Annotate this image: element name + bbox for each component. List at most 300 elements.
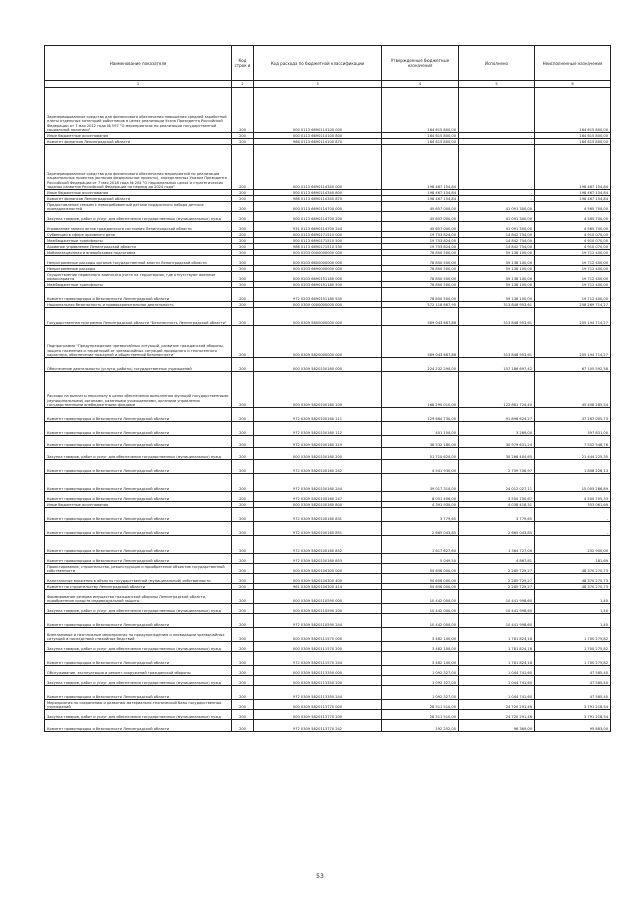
row-code-cell: 200 — [232, 436, 254, 448]
row-code-cell: 200 — [232, 652, 254, 666]
row-approved-cell: 45 657 000,00 — [382, 212, 459, 222]
table-row — [45, 700, 611, 710]
row-name-cell: Расходы на выплаты персоналу в целях обеспечения выполнения функций государственными (муниципальными) органами, казенными учреждениями, органами управления государственными внебюджетными фондами — [45, 372, 232, 408]
row-executed-cell: 2 759 706,97 — [459, 460, 535, 474]
table-row — [45, 302, 611, 308]
row-kbk-cell: 000 0300 0000000000 000 — [254, 302, 382, 308]
row-kbk-cell: 000 0113 6690114340 000 — [254, 145, 382, 190]
row-executed-cell: 1 781 824,18 — [459, 652, 535, 666]
row-approved-cell: 224 232 290,00 — [382, 358, 459, 372]
row-kbk-cell: 972 0309 5820100160 242 — [254, 460, 382, 474]
row-executed-cell: - — [459, 196, 535, 202]
table-row — [45, 145, 611, 190]
row-unexecuted-cell: 47 585,40 — [535, 666, 611, 676]
row-kbk-cell: 000 0309 5820000000 000 — [254, 326, 382, 358]
row-executed-cell: 2 285 729,27 — [459, 564, 535, 574]
table-row — [45, 604, 611, 614]
row-code-cell: 200 — [232, 492, 254, 502]
row-approved-cell: 50 656 000,00 — [382, 564, 459, 574]
table-row — [45, 474, 611, 492]
row-code-cell: 200 — [232, 508, 254, 522]
header-unexecuted: Неисполненные назначения — [535, 46, 611, 81]
row-kbk-cell: 972 0309 5820100160 244 — [254, 474, 382, 492]
row-executed-cell: 3 779,65 — [459, 508, 535, 522]
row-name-cell: Комитет правопорядка и безопасности Ленинградской области — [45, 408, 232, 422]
row-code-cell: 200 — [232, 590, 254, 604]
row-executed-cell: 30 979 631,24 — [459, 436, 535, 448]
table-row — [45, 508, 611, 522]
row-kbk-cell: 972 0203 6690151180 530 — [254, 288, 382, 302]
row-executed-cell: - — [459, 145, 535, 190]
row-unexecuted-cell: 95 883,00 — [535, 720, 611, 732]
row-approved-cell: 3 482 100,00 — [382, 652, 459, 666]
row-executed-cell: 157 186 697,42 — [459, 358, 535, 372]
row-name-cell: Непрограммные расходы — [45, 266, 232, 272]
row-code-cell: 200 — [232, 266, 254, 272]
row-code-cell: 200 — [232, 502, 254, 508]
row-unexecuted-cell: 45 408 285,54 — [535, 372, 611, 408]
row-executed-cell: 313 848 953,61 — [459, 308, 535, 326]
table-row — [45, 448, 611, 460]
table-row — [45, 308, 611, 326]
row-name-cell: Архивное управление Ленинградской области — [45, 244, 232, 250]
row-name-cell: Иные бюджетные ассигнования — [45, 502, 232, 508]
row-code-cell: 200 — [232, 686, 254, 700]
row-kbk-cell: 972 0309 5820113770 242 — [254, 720, 382, 732]
row-name-cell: Комитет финансов Ленинградской области — [45, 196, 232, 202]
row-kbk-cell: 000 0309 5820100160 800 — [254, 502, 382, 508]
row-unexecuted-cell: 1 700 275,82 — [535, 652, 611, 666]
row-unexecuted-cell: 397 831,00 — [535, 422, 611, 436]
row-executed-cell: 1 044 741,60 — [459, 676, 535, 686]
row-approved-cell: 50 656 000,00 — [382, 574, 459, 584]
row-name-cell: Проектирование, строительство, реконструкция и приобретение объектов государственной собственности — [45, 564, 232, 574]
row-kbk-cell: 972 0309 5820100160 853 — [254, 554, 382, 564]
row-unexecuted-cell: 4 910 070,00 — [535, 232, 611, 238]
row-unexecuted-cell: 37 167 005,73 — [535, 408, 611, 422]
row-unexecuted-cell: 4 565 700,00 — [535, 202, 611, 212]
row-kbk-cell: 000 0309 5800000000 000 — [254, 308, 382, 326]
row-executed-cell: 3 269,00 — [459, 422, 535, 436]
row-unexecuted-cell: 1 808 226,13 — [535, 460, 611, 474]
row-unexecuted-cell: 1,40 — [535, 614, 611, 628]
row-executed-cell: 2 285 729,27 — [459, 574, 535, 584]
row-code-cell: 200 — [232, 422, 254, 436]
row-code-cell: 200 — [232, 250, 254, 256]
header-number: 6 — [535, 81, 611, 88]
row-approved-cell: 3 482 100,00 — [382, 628, 459, 642]
row-name-cell: Закупка товаров, работ и услуг для обеспечения государственных (муниципальных) нужд — [45, 676, 232, 686]
row-approved-cell: 1 092 327,00 — [382, 686, 459, 700]
row-approved-cell: 2 665 043,85 — [382, 522, 459, 536]
row-unexecuted-cell: 15 005 286,89 — [535, 474, 611, 492]
row-name-cell: Обслуживание, эксплуатация и ремонт сооружений гражданской обороны — [45, 666, 232, 676]
row-name-cell: Комитет правопорядка и безопасности Ленинградской области — [45, 686, 232, 700]
row-unexecuted-cell: 198 467 154,84 — [535, 196, 611, 202]
row-name-cell: Комитет правопорядка и безопасности Ленинградской области — [45, 422, 232, 436]
header-code: Код строк и — [232, 46, 254, 81]
row-unexecuted-cell: 4 910 070,00 — [535, 244, 611, 250]
row-executed-cell: 313 848 953,61 — [459, 302, 535, 308]
row-executed-cell: 24 720 291,46 — [459, 710, 535, 720]
row-executed-cell: - — [459, 133, 535, 139]
row-approved-cell: 569 043 667,88 — [382, 326, 459, 358]
row-approved-cell: 572 118 667,95 — [382, 302, 459, 308]
table-row — [45, 422, 611, 436]
table-row — [45, 522, 611, 536]
table-row — [45, 584, 611, 590]
row-code-cell: 200 — [232, 554, 254, 564]
row-unexecuted-cell: 4 500 705,33 — [535, 492, 611, 502]
table-row — [45, 590, 611, 604]
row-approved-cell: 10 442 000,00 — [382, 604, 459, 614]
row-code-cell: 200 — [232, 642, 254, 652]
row-approved-cell: 8 051 406,00 — [382, 492, 459, 502]
row-unexecuted-cell: 1 700 275,82 — [535, 642, 611, 652]
row-kbk-cell: 000 0309 5820110590 000 — [254, 590, 382, 604]
row-name-cell: Комитет правопорядка и безопасности Ленинградской области — [45, 554, 232, 564]
row-unexecuted-cell: 19 712 400,00 — [535, 250, 611, 256]
table-row — [45, 288, 611, 302]
row-kbk-cell: 000 0113 6690114700 200 — [254, 212, 382, 222]
row-kbk-cell: 986 0113 6690171510 530 — [254, 244, 382, 250]
table-row — [45, 88, 611, 133]
row-code-cell: 200 — [232, 372, 254, 408]
row-name-cell: Комитет правопорядка и безопасности Ленинградской области — [45, 536, 232, 554]
row-name-cell: Осуществление первичного воинского учета на территориях, где отсутствуют военные комиссариаты — [45, 272, 232, 282]
row-unexecuted-cell: 164 615 800,00 — [535, 88, 611, 133]
row-code-cell: 200 — [232, 536, 254, 554]
row-approved-cell: 45 657 000,00 — [382, 222, 459, 232]
row-name-cell: Комитет правопорядка и безопасности Ленинградской области — [45, 474, 232, 492]
row-unexecuted-cell: 181,69 — [535, 554, 611, 564]
row-unexecuted-cell: 164 615 800,00 — [535, 139, 611, 145]
row-executed-cell: 96 369,00 — [459, 720, 535, 732]
row-approved-cell: 78 850 500,00 — [382, 250, 459, 256]
row-unexecuted-cell: 353 061,69 — [535, 502, 611, 508]
row-executed-cell: 14 842 754,00 — [459, 232, 535, 238]
header-number: 2 — [232, 81, 254, 88]
row-kbk-cell: 972 0309 5820100160 852 — [254, 536, 382, 554]
row-kbk-cell: 000 0113 6690171510 000 — [254, 232, 382, 238]
row-unexecuted-cell: 258 269 714,27 — [535, 302, 611, 308]
row-executed-cell: 122 881 724,40 — [459, 372, 535, 408]
header-approved: Утвержденные бюджетные назначения — [382, 46, 459, 81]
table-row — [45, 222, 611, 232]
row-code-cell: 200 — [232, 584, 254, 590]
row-unexecuted-cell: 164 615 800,00 — [535, 133, 611, 139]
table-row — [45, 460, 611, 474]
row-unexecuted-cell: 1,40 — [535, 604, 611, 614]
row-approved-cell: 10 442 000,00 — [382, 590, 459, 604]
row-approved-cell: 28 511 510,00 — [382, 700, 459, 710]
row-name-cell: Закупка товаров, работ и услуг для обеспечения государственных (муниципальных) нужд — [45, 604, 232, 614]
row-code-cell: 200 — [232, 282, 254, 288]
row-executed-cell: 24 720 291,46 — [459, 700, 535, 710]
row-unexecuted-cell: 255 194 714,27 — [535, 308, 611, 326]
table-row — [45, 686, 611, 700]
row-code-cell: 200 — [232, 308, 254, 326]
row-approved-cell: 1 092 327,00 — [382, 676, 459, 686]
row-approved-cell: 1 617 627,60 — [382, 536, 459, 554]
row-unexecuted-cell: 3 791 218,54 — [535, 710, 611, 720]
row-kbk-cell: 986 0113 6690114100 870 — [254, 139, 382, 145]
row-approved-cell: 19 753 824,00 — [382, 238, 459, 244]
row-code-cell: 200 — [232, 604, 254, 614]
row-kbk-cell: 000 0309 5820113770 000 — [254, 700, 382, 710]
table-row — [45, 614, 611, 628]
row-kbk-cell: 000 0309 5820100160 000 — [254, 358, 382, 372]
row-executed-cell: 30 266 404,65 — [459, 448, 535, 460]
row-approved-cell: 10 442 000,00 — [382, 614, 459, 628]
row-approved-cell: 198 467 154,84 — [382, 196, 459, 202]
header-row — [45, 46, 611, 81]
row-approved-cell: 3 779,65 — [382, 508, 459, 522]
row-approved-cell: 78 850 500,00 — [382, 272, 459, 282]
row-name-cell: Закупка товаров, работ и услуг для обеспечения государственных (муниципальных) нужд — [45, 710, 232, 720]
row-code-cell: 200 — [232, 288, 254, 302]
row-name-cell: Государственная программа Ленинградской области "Безопасность Ленинградской области" — [45, 308, 232, 326]
row-kbk-cell: 972 0309 5820100160 831 — [254, 508, 382, 522]
row-code-cell: 200 — [232, 408, 254, 422]
row-name-cell: Внеплановые и неотложные мероприятия по предупреждению и ликвидации чрезвычайных ситуаций и последствий стихийных бедствий — [45, 628, 232, 642]
row-executed-cell: 91 896 624,27 — [459, 408, 535, 422]
row-unexecuted-cell: 4 565 700,00 — [535, 222, 611, 232]
row-unexecuted-cell: 19 712 400,00 — [535, 266, 611, 272]
row-name-cell: Иные бюджетные ассигнования — [45, 190, 232, 196]
row-unexecuted-cell: 255 194 714,27 — [535, 326, 611, 358]
table-row — [45, 710, 611, 720]
row-code-cell: 200 — [232, 628, 254, 642]
row-code-cell: 200 — [232, 196, 254, 202]
table-row — [45, 244, 611, 250]
row-executed-cell: 1 364 727,00 — [459, 536, 535, 554]
row-executed-cell: - — [459, 88, 535, 133]
row-code-cell: 200 — [232, 139, 254, 145]
table-row — [45, 554, 611, 564]
row-unexecuted-cell: 198 467 154,84 — [535, 190, 611, 196]
row-code-cell: 200 — [232, 212, 254, 222]
row-approved-cell: 78 850 500,00 — [382, 256, 459, 266]
row-kbk-cell: 931 0113 6690114700 244 — [254, 222, 382, 232]
row-name-cell: Национальная безопасность и правоохранительная деятельность — [45, 302, 232, 308]
row-code-cell: 200 — [232, 145, 254, 190]
row-code-cell: 200 — [232, 666, 254, 676]
row-kbk-cell: 972 0309 5820100160 112 — [254, 422, 382, 436]
row-kbk-cell: 000 0113 6690114340 800 — [254, 190, 382, 196]
row-name-cell: Закупка товаров, работ и услуг для обеспечения государственных (муниципальных) нужд — [45, 212, 232, 222]
row-name-cell: Управление записи актов гражданского состояния Ленинградской области — [45, 222, 232, 232]
header-number: 5 — [459, 81, 535, 88]
row-executed-cell: 59 138 100,00 — [459, 282, 535, 288]
row-executed-cell: 41 091 300,00 — [459, 222, 535, 232]
row-unexecuted-cell: 47 585,40 — [535, 686, 611, 700]
row-kbk-cell: 972 0309 5820100160 247 — [254, 492, 382, 502]
row-code-cell: 200 — [232, 272, 254, 282]
row-approved-cell: 4 391 930,00 — [382, 502, 459, 508]
row-kbk-cell: 000 0309 5820113350 200 — [254, 676, 382, 686]
row-name-cell: Непрограммные расходы органов государственной власти Ленинградской области — [45, 256, 232, 266]
row-code-cell: 200 — [232, 256, 254, 266]
table-row — [45, 256, 611, 266]
header-executed: Исполнено — [459, 46, 535, 81]
row-executed-cell: 3 550 700,67 — [459, 492, 535, 502]
row-name-cell: Закупка товаров, работ и услуг для обеспечения государственных (муниципальных) нужд — [45, 642, 232, 652]
row-kbk-cell: 000 0203 6690151180 000 — [254, 272, 382, 282]
row-approved-cell: 38 532 180,00 — [382, 436, 459, 448]
table-row — [45, 536, 611, 554]
row-kbk-cell: 000 0309 5820110590 200 — [254, 604, 382, 614]
row-unexecuted-cell: 1,40 — [535, 590, 611, 604]
table-row — [45, 492, 611, 502]
header-number: 1 — [45, 81, 232, 88]
table-row — [45, 212, 611, 222]
row-unexecuted-cell: - — [535, 522, 611, 536]
row-name-cell: Предоставление семьям с невосребованный детьми подарочного набора детских принадлежностей — [45, 202, 232, 212]
header-name: Наименование показателя — [45, 46, 232, 81]
table-row — [45, 202, 611, 212]
row-code-cell: 200 — [232, 202, 254, 212]
table-row — [45, 642, 611, 652]
row-kbk-cell: 972 0309 5820100160 111 — [254, 408, 382, 422]
row-kbk-cell: 000 0309 5820113350 000 — [254, 666, 382, 676]
row-executed-cell: 1 781 824,18 — [459, 628, 535, 642]
row-kbk-cell: 972 0309 5820113350 244 — [254, 686, 382, 700]
row-approved-cell: 78 850 500,00 — [382, 288, 459, 302]
row-unexecuted-cell: 252 900,00 — [535, 536, 611, 554]
row-approved-cell: 5 049,50 — [382, 554, 459, 564]
row-approved-cell: 401 100,00 — [382, 422, 459, 436]
row-name-cell: Зарезервированные средства для финансового обеспечения мероприятий по реализации национальных проектов (включая федеральные проекты), определенных Указом Президента Российской Федерации от 7 мая 2018 года № 204 "О национальных целях и стратегических задачах развития Российской Федерации на период до 2024 года" — [45, 145, 232, 190]
table-row — [45, 372, 611, 408]
row-code-cell: 200 — [232, 720, 254, 732]
table-row — [45, 358, 611, 372]
row-code-cell: 200 — [232, 133, 254, 139]
row-name-cell: Комитет правопорядка и безопасности Ленинградской области — [45, 720, 232, 732]
row-executed-cell: 59 138 100,00 — [459, 272, 535, 282]
row-executed-cell: - — [459, 190, 535, 196]
row-executed-cell: 14 842 754,00 — [459, 238, 535, 244]
row-name-cell: Межбюджетные трансферты — [45, 238, 232, 244]
row-code-cell: 200 — [232, 302, 254, 308]
row-approved-cell: 78 850 500,00 — [382, 282, 459, 288]
row-approved-cell: 168 290 010,00 — [382, 372, 459, 408]
row-code-cell: 200 — [232, 222, 254, 232]
row-kbk-cell: 000 0309 5820111570 000 — [254, 628, 382, 642]
row-kbk-cell: 972 0309 5820111570 244 — [254, 652, 382, 666]
row-code-cell: 200 — [232, 448, 254, 460]
row-kbk-cell: 000 0309 5820100160 100 — [254, 372, 382, 408]
row-approved-cell: 39 017 310,00 — [382, 474, 459, 492]
row-approved-cell: 4 541 930,00 — [382, 460, 459, 474]
row-name-cell: Мероприятия по сохранению и развитию материально-технической базы государственных учреждений — [45, 700, 232, 710]
row-executed-cell: 59 138 100,00 — [459, 250, 535, 256]
row-code-cell: 200 — [232, 564, 254, 574]
row-name-cell: Комитет правопорядка и безопасности Ленинградской области — [45, 492, 232, 502]
row-executed-cell: 10 441 998,60 — [459, 614, 535, 628]
table-row — [45, 272, 611, 282]
row-name-cell: Комитет правопорядка и безопасности Ленинградской области — [45, 522, 232, 536]
row-unexecuted-cell: 3 791 218,54 — [535, 700, 611, 710]
row-executed-cell: 313 848 953,61 — [459, 326, 535, 358]
row-code-cell: 200 — [232, 710, 254, 720]
table-row — [45, 628, 611, 642]
row-name-cell: Зарезервированные средства для финансового обеспечения повышения средней заработной платы отдельных категорий работников в целях реализации Указа Президента Российской Федерации от 7 мая 2012 года № 597 "О мероприятиях по реализации государственной социальной политики" — [45, 88, 232, 133]
row-approved-cell: 164 615 800,00 — [382, 88, 459, 133]
row-name-cell: Комитет правопорядка и безопасности Ленинградской области — [45, 652, 232, 666]
row-kbk-cell: 000 0113 6690171510 500 — [254, 238, 382, 244]
row-code-cell: 200 — [232, 190, 254, 196]
row-approved-cell: 198 467 154,84 — [382, 145, 459, 190]
row-kbk-cell: 972 0309 5820110590 244 — [254, 614, 382, 628]
row-approved-cell: 129 664 730,00 — [382, 408, 459, 422]
row-code-cell: 200 — [232, 326, 254, 358]
row-unexecuted-cell: 19 712 400,00 — [535, 288, 611, 302]
row-executed-cell: 10 441 998,60 — [459, 590, 535, 604]
row-kbk-cell: 000 0113 6690114100 000 — [254, 88, 382, 133]
row-name-cell: Комитет правопорядка и безопасности Ленинградской области — [45, 614, 232, 628]
row-executed-cell: 41 091 300,00 — [459, 202, 535, 212]
table-row — [45, 408, 611, 422]
row-unexecuted-cell: 19 712 400,00 — [535, 256, 611, 266]
row-executed-cell: 14 842 754,00 — [459, 244, 535, 250]
row-name-cell: Капитальные вложения в объекты государственной (муниципальной) собственности — [45, 574, 232, 584]
row-code-cell: 200 — [232, 88, 254, 133]
row-name-cell: Комитет финансов Ленинградской области — [45, 139, 232, 145]
row-name-cell: Мобилизационная и вневойсковая подготовка — [45, 250, 232, 256]
row-unexecuted-cell: 4 910 070,00 — [535, 238, 611, 244]
row-approved-cell: 50 656 000,00 — [382, 584, 459, 590]
row-name-cell: Подпрограмма "Предупреждение чрезвычайных ситуаций, развитие гражданской обороны, защита населения и территорий от чрезвычайных ситуаций природного и техногенного характера, обеспечение пожарной и общественной безопасности" — [45, 326, 232, 358]
row-code-cell: 200 — [232, 676, 254, 686]
table-row — [45, 676, 611, 686]
row-code-cell: 200 — [232, 244, 254, 250]
table-row — [45, 564, 611, 574]
row-executed-cell: 1 044 741,60 — [459, 666, 535, 676]
row-approved-cell: 569 043 667,88 — [382, 308, 459, 326]
row-code-cell: 200 — [232, 522, 254, 536]
row-unexecuted-cell: 198 467 154,84 — [535, 145, 611, 190]
row-executed-cell: 59 138 100,00 — [459, 256, 535, 266]
header-number-row — [45, 81, 611, 88]
row-code-cell: 200 — [232, 232, 254, 238]
table-row — [45, 250, 611, 256]
row-approved-cell: 28 511 510,00 — [382, 710, 459, 720]
row-approved-cell: 1 092 327,00 — [382, 666, 459, 676]
row-name-cell: Комитет правопорядка и безопасности Ленинградской области — [45, 460, 232, 474]
row-approved-cell: 51 710 620,00 — [382, 448, 459, 460]
row-name-cell: Субвенции в сфере архивного дела — [45, 232, 232, 238]
row-kbk-cell: 000 0203 6600000000 000 — [254, 256, 382, 266]
row-name-cell: Комитет правопорядка и безопасности Ленинградской области — [45, 508, 232, 522]
row-name-cell: Формирование резерва имущества гражданской обороны Ленинградской области, приобретение средств индивидуальной защиты — [45, 590, 232, 604]
row-name-cell: Межбюджетные трансферты — [45, 282, 232, 288]
table-body — [45, 88, 611, 732]
row-unexecuted-cell: 48 370 270,73 — [535, 564, 611, 574]
row-code-cell: 200 — [232, 574, 254, 584]
row-kbk-cell: 000 0203 6690151180 500 — [254, 282, 382, 288]
row-kbk-cell: 000 0309 5820100160 200 — [254, 448, 382, 460]
table-row — [45, 720, 611, 732]
row-unexecuted-cell: 4 565 700,00 — [535, 212, 611, 222]
report-page — [44, 45, 610, 732]
row-executed-cell: 2 665 043,85 — [459, 522, 535, 536]
row-name-cell: Закупка товаров, работ и услуг для обеспечения государственных (муниципальных) нужд — [45, 448, 232, 460]
row-code-cell: 200 — [232, 238, 254, 244]
row-kbk-cell: 000 0309 5820111570 200 — [254, 642, 382, 652]
row-unexecuted-cell: 7 552 548,76 — [535, 436, 611, 448]
row-name-cell: Комитет правопорядка и безопасности Ленинградской области — [45, 436, 232, 448]
